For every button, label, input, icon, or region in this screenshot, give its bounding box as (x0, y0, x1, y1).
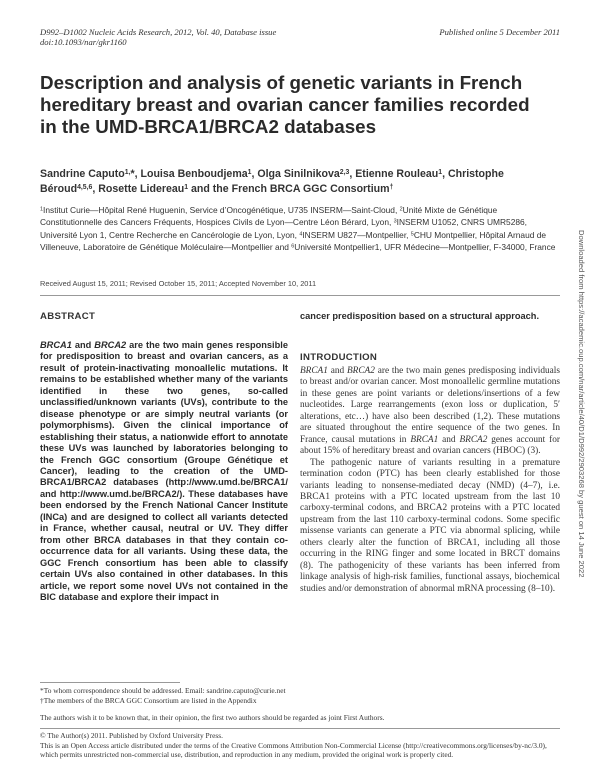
footnote-divider (40, 682, 180, 683)
journal-citation: D992–D1002 Nucleic Acids Research, 2012, Vol. 40, Database issue (40, 27, 277, 37)
license-divider (40, 728, 560, 729)
journal-header (40, 27, 276, 47)
author-list: Sandrine Caputo$^{1,}$*, Louisa Benboudjema$^1$, Olga Sinilnikova$^{2,3}$, Etienne Rouleau$^1$, Christophe Béroud$^{4,5,6}$, Rosette Lidereau$^1$ and the French BRCA GGC Consortium† (40, 168, 504, 195)
introduction-text (300, 366, 560, 595)
footnote-consortium: †The members of the BRCA GGC Consortium are listed in the Appendix (40, 696, 257, 705)
download-watermark: Downloaded from https://academic.oup.com/nar/article/40/D1/D992/2903268 by guest on 14 June 2022 (577, 230, 586, 578)
abstract-text: BRCA1 and BRCA2 are the two main genes responsible for predisposition to breast and ovarian cancers, as a result of protein-inactivating monoallelic mutations. It remains to be established whether many of the variants identified in these two genes, so-called unclassified/unknown variants (UVs), contribute to the disease phenotype or are simply neutral variants (or polymorphisms). Given the clinical importance of establishing their status, a nationwide effort to annotate these UVs was launched by laboratories belonging to the French GGC consortium (Groupe Génétique et Cancer), leading to the creation of the UMD-BRCA1/BRCA2 databases (http://www.umd.be/BRCA1/ and http://www.umd.be/BRCA2/). These databases have been endorsed by the French National Cancer Institute (INCa) and are designed to collect all variants detected in France, whether causal, neutral or UV. They differ from other BRCA databases in that they contain co-occurrence data for all variants. Using these data, the GGC French consortium has been able to classify certain UVs also contained in other databases. In this article, we report some novel UVs not contained in the BIC database and explore their impact in (40, 340, 288, 602)
affiliations: $^1$Institut Curie—Hôpital René Huguenin, Service d’Oncogénétique, U735 INSERM—Saint-Cloud, $^2$Unité Mixte de Génétique Constitutionnelle des Cancers Fréquents, Hospices Civils de Lyon—Centre Léon Bérard, Lyon, $^3$INSERM U1052, CNRS UMR5286, Université Lyon 1, Centre Recherche en Cancérologie de Lyon, Lyon, $^4$INSERM U827—Montpellier, $^5$CHU Montpellier, Hôpital Arnaud de Villeneuve, Laboratoire de Génétique Moléculaire—Montpellier and $^6$Université Montpellier1, UFR Médecine—Montpellier, F-34000, France (40, 205, 556, 253)
received-dates: Received August 15, 2011; Revised October 15, 2011; Accepted November 10, 2011 (40, 279, 317, 288)
doi[interactable]: doi:10.1093/nar/gkr1160 (40, 37, 127, 47)
footnote-joint-authors: The authors wish it to be known that, in their opinion, the first two authors should be regarded as joint First Authors. (40, 713, 385, 722)
intro-paragraph: BRCA1 and BRCA2 are the two main genes predisposing individuals to breast and/or ovarian cancer. Most monoallelic germline mutations in these genes are point variants or deletions/insertions of a few nucleotides. Large rearrangements (exon loss or duplication, 5′ alterations, etc…) have also been described (1,2). These mutations are situated throughout the entire sequence of the two genes. In France, causal mutations in BRCA1 and BRCA2 genes account for about 15% of hereditary breast and ovarian cancers (HBOC) (3). (300, 366, 560, 457)
footnote-correspondence: *To whom correspondence should be addressed. Email: sandrine.caputo@curie.net (40, 686, 286, 695)
license-text: This is an Open Access article distributed under the terms of the Creative Commons Attribution Non-Commercial License (http://creativecommons.org/licenses/by-nc/3.0), which permits unrestricted non-commercial use, distribution, and reproduction in any medium, provided the original work is properly cited. (40, 741, 547, 760)
abstract-continuation: cancer predisposition based on a structural approach. (300, 311, 540, 321)
copyright: © The Author(s) 2011. Published by Oxford University Press. (40, 731, 223, 740)
abstract-heading: ABSTRACT (40, 311, 96, 322)
article-title: Description and analysis of genetic variants in French hereditary breast and ovarian cancer families recorded in the UMD-BRCA1/BRCA2 databases (40, 72, 530, 137)
publication-date: Published online 5 December 2011 (439, 27, 560, 37)
divider (40, 295, 560, 296)
intro-paragraph: The pathogenic nature of variants resulting in a premature termination codon (PTC) has been clearly established for those variants leading to nonsense-mediated decay (NMD) (4–7), i.e. BRCA1 proteins with a PTC located upstream from the last 10 carboxy-terminal codons, and BRCA2 proteins with a PTC located upstream from the last 110 carboxy-terminal codons. Some specific missense variants can generate a PTC via abnormal splicing, while others clearly alter the function of BRCA1, including all those occurring in the RING finger and some located in BRCT domains (8). The pathogenicity of these variants has been inferred from linkage analysis of high-risk families, functional assays, biochemical studies and/or demonstration of abnormal mRNA processing (8–10). (300, 457, 560, 594)
introduction-heading: INTRODUCTION (300, 352, 378, 363)
